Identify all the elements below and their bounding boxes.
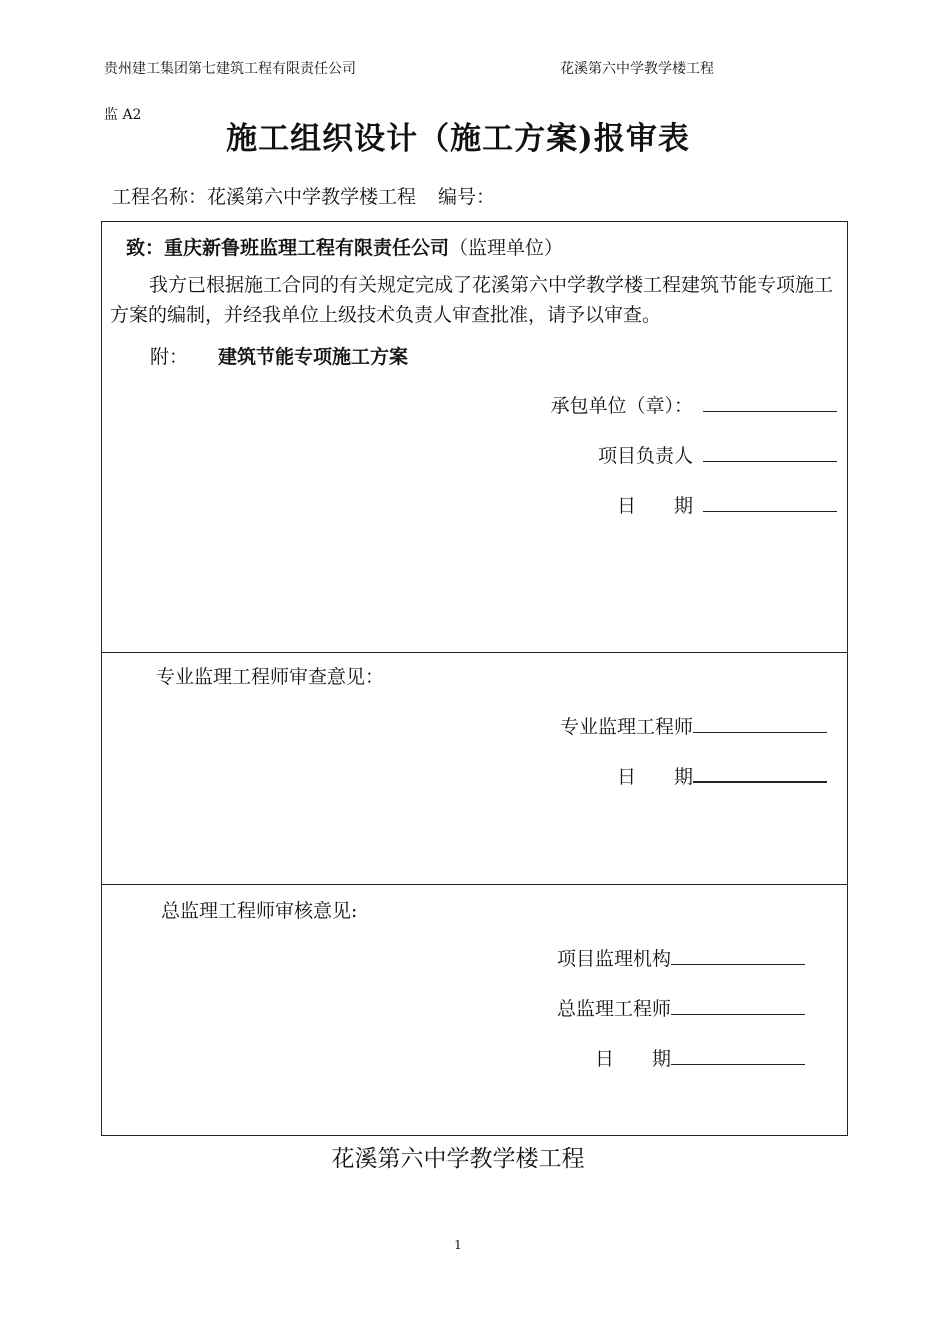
supervisor-label: 专业监理工程师 <box>559 716 693 738</box>
submission-date-line[interactable] <box>703 510 837 512</box>
chief-review-section <box>101 884 848 1136</box>
org-signature-line[interactable] <box>671 963 805 965</box>
supervisor-review-section <box>101 652 848 884</box>
attachment-label: 附： <box>150 346 189 368</box>
number-label: 编号： <box>438 186 496 208</box>
submission-date-row <box>617 491 837 518</box>
attachment-line <box>150 342 408 369</box>
manager-signature-line[interactable] <box>703 460 837 462</box>
supervisor-review-title: 专业监理工程师审查意见： <box>156 666 385 688</box>
supervisor-signature-line[interactable] <box>693 731 827 733</box>
page-number: 1 <box>454 1238 462 1252</box>
chief-review-title: 总监理工程师审核意见: <box>161 900 358 922</box>
document-title: 施工组织设计（施工方案)报审表 <box>226 121 690 157</box>
recipient-suffix: （监理单位） <box>449 237 564 259</box>
submission-date-label: 日 期 <box>616 495 693 517</box>
org-signature-row <box>557 944 805 971</box>
chief-signature-row <box>557 994 805 1021</box>
form-code: 监 A2 <box>104 107 142 123</box>
manager-signature-row <box>598 441 837 468</box>
chief-label: 总监理工程师 <box>556 998 671 1020</box>
contractor-label: 承包单位（章）： <box>550 395 693 417</box>
contractor-signature-line[interactable] <box>703 410 837 412</box>
chief-signature-line[interactable] <box>671 1013 805 1015</box>
chief-date-row <box>595 1044 805 1071</box>
recipient-name: 重庆新鲁班监理工程有限责任公司 <box>164 237 450 259</box>
attachment-value: 建筑节能专项施工方案 <box>218 346 409 368</box>
supervisor-date-label: 日 期 <box>616 766 693 788</box>
chief-date-line[interactable] <box>671 1063 805 1065</box>
contractor-signature-row <box>550 391 837 418</box>
header-company: 贵州建工集团第七建筑工程有限责任公司 <box>104 61 356 77</box>
submission-body: 我方已根据施工合同的有关规定完成了花溪第六中学教学楼工程建筑节能专项施工方案的编制，并经我单位上级技术负责人审查批准，请予以审查。 <box>110 274 834 326</box>
org-label: 项目监理机构 <box>556 948 671 970</box>
project-name: 花溪第六中学教学楼工程 <box>207 186 417 208</box>
header-project: 花溪第六中学教学楼工程 <box>560 61 714 77</box>
supervisor-date-line[interactable] <box>693 780 827 783</box>
recipient-prefix: 致： <box>126 237 165 259</box>
recipient-line <box>126 233 563 260</box>
submission-section <box>101 221 848 652</box>
project-label: 工程名称： <box>112 186 208 208</box>
footer-project-name: 花溪第六中学教学楼工程 <box>331 1146 585 1172</box>
supervisor-signature-row <box>560 712 827 739</box>
chief-date-label: 日 期 <box>594 1048 671 1070</box>
project-line <box>112 182 495 209</box>
supervisor-date-row <box>617 762 827 789</box>
manager-label: 项目负责人 <box>597 445 693 467</box>
